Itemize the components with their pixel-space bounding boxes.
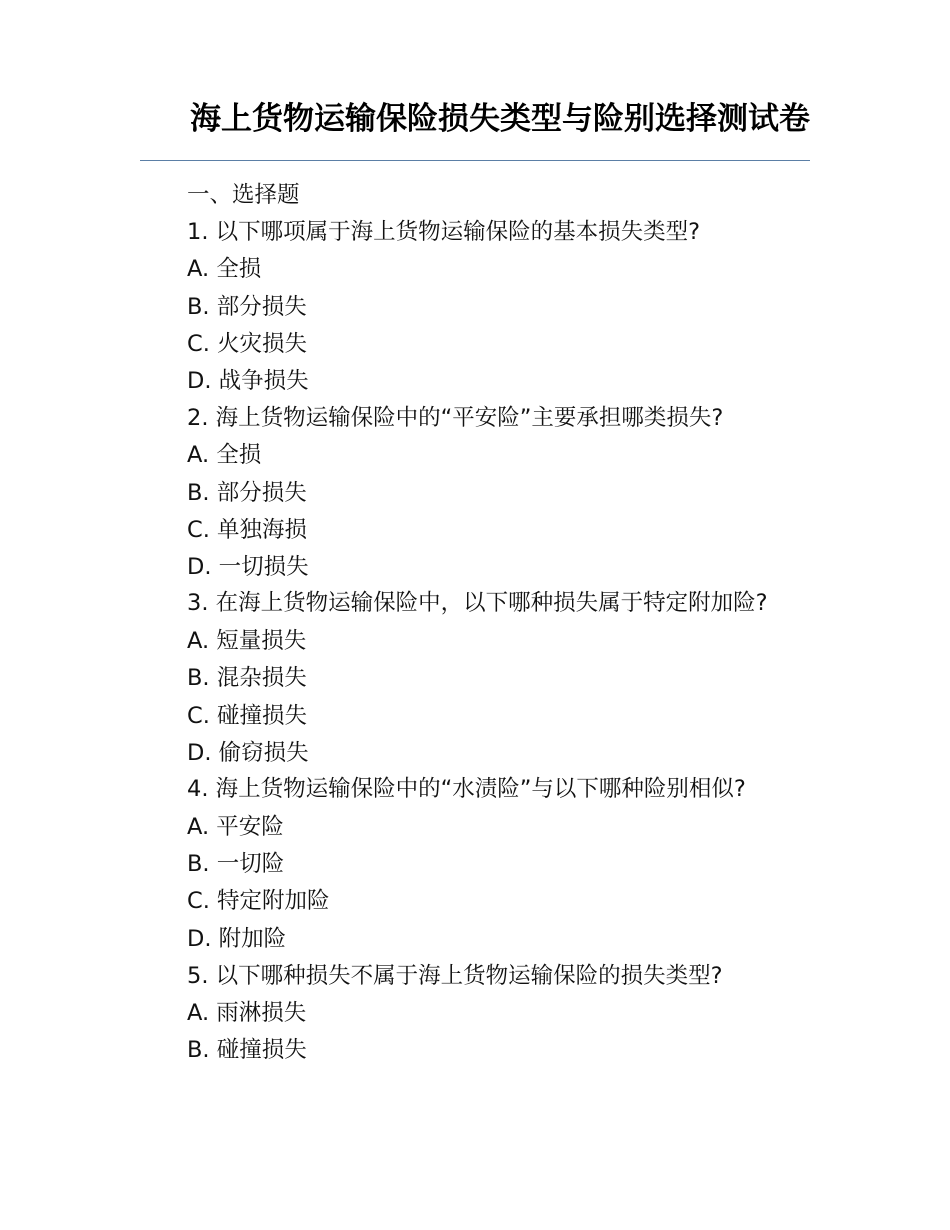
option-c: C. 碰撞损失	[187, 702, 308, 729]
option-a: A. 平安险	[187, 814, 284, 841]
question-text: 2. 海上货物运输保险中的“平安险”主要承担哪类损失?	[187, 405, 724, 432]
option-d: D. 战争损失	[187, 368, 309, 395]
option-a: A. 雨淋损失	[187, 1000, 307, 1027]
document-body	[140, 177, 790, 1069]
option-b: B. 混杂损失	[187, 665, 307, 692]
document-title: 海上货物运输保险损失类型与险别选择测试卷	[190, 101, 810, 137]
section-heading: 一、选择题	[187, 182, 300, 208]
option-b: B. 部分损失	[187, 479, 307, 506]
option-d: D. 一切损失	[187, 554, 309, 581]
option-a: A. 全损	[187, 442, 262, 469]
option-c: C. 单独海损	[187, 516, 308, 543]
option-b: B. 碰撞损失	[187, 1037, 307, 1064]
option-d: D. 偷窃损失	[187, 739, 309, 766]
option-c: C. 特定附加险	[187, 888, 330, 915]
question-text: 1. 以下哪项属于海上货物运输保险的基本损失类型?	[187, 219, 701, 246]
option-c: C. 火灾损失	[187, 330, 308, 357]
option-a: A. 全损	[187, 256, 262, 283]
option-b: B. 部分损失	[187, 293, 307, 320]
option-b: B. 一切险	[187, 851, 285, 878]
question-text: 3. 在海上货物运输保险中，以下哪种损失属于特定附加险?	[187, 590, 768, 617]
question-text: 4. 海上货物运输保险中的“水渍险”与以下哪种险别相似?	[187, 776, 746, 803]
option-a: A. 短量损失	[187, 628, 307, 655]
title-underline	[140, 160, 810, 161]
option-d: D. 附加险	[187, 925, 287, 952]
question-text: 5. 以下哪种损失不属于海上货物运输保险的损失类型?	[187, 962, 723, 989]
